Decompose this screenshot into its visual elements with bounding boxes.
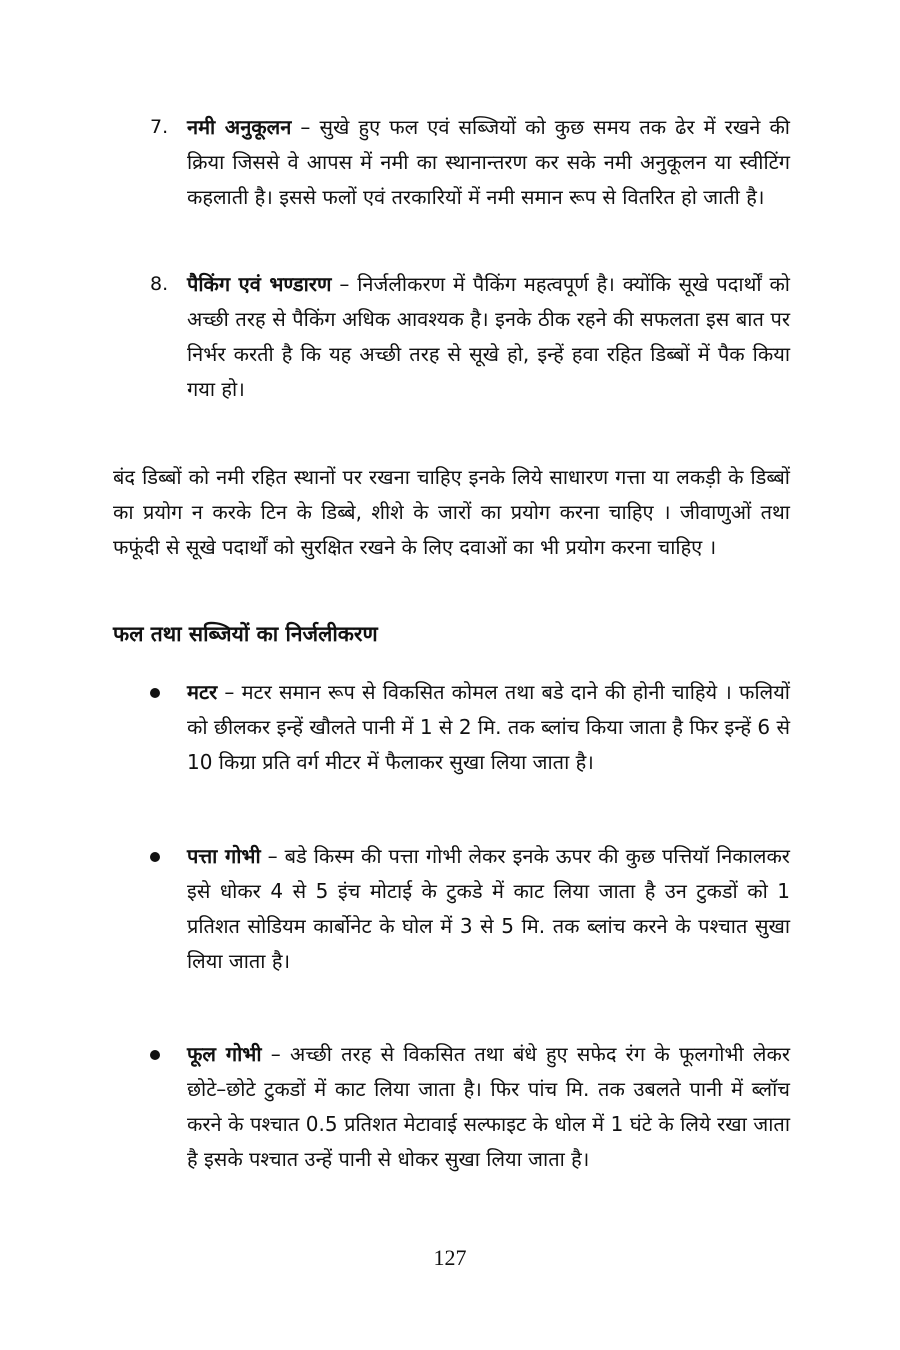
numbered-item-7 [150, 110, 790, 215]
item-text [187, 110, 790, 215]
item-term: नमी अनुकूलन [187, 115, 292, 139]
bullet-icon [150, 852, 160, 862]
bullet-text [187, 675, 790, 780]
item-term: पैकिंग एवं भण्डारण [187, 272, 332, 296]
bullet-item-patta-gobhi [150, 839, 790, 979]
item-text [187, 267, 790, 407]
bullet-term: पत्ता गोभी [187, 844, 261, 868]
bullet-item-phool-gobhi [150, 1037, 790, 1177]
item-number: 7. [150, 116, 169, 138]
bullet-description: – अच्छी तरह से विकसित तथा बंधे हुए सफेद रंग के फूलगोभी लेकर छोटे–छोटे टुकडों में काट लिया जाता है। फिर पांच मि. तक उबलते पानी में ब्लॉच करने के पश्चात 0.5 प्रतिशत मेटावाई सल्फाइट के धोल में 1 घंटे के लिये रखा जाता है इसके पश्चात उन्हें पानी से धोकर सुखा लिया जाता है। [187, 1042, 790, 1171]
numbered-item-8 [150, 267, 790, 407]
page-number: 127 [433, 1245, 467, 1270]
section-heading: फल तथा सब्जियों का निर्जलीकरण [113, 622, 378, 646]
bullet-term: फूल गोभी [187, 1042, 262, 1066]
bullet-item-matar [150, 675, 790, 780]
bullet-icon [150, 688, 160, 698]
bullet-term: मटर [187, 680, 218, 704]
bullet-description: – बडे किस्म की पत्ता गोभी लेकर इनके ऊपर की कुछ पत्तियॉ निकालकर इसे धोकर 4 से 5 इंच मोटाई के टुकडे में काट लिया जाता है उन टुकडों को 1 प्रतिशत सोडियम कार्बोनेट के घोल में 3 से 5 मि. तक ब्लांच करने के पश्चात सुखा लिया जाता है। [187, 844, 790, 973]
bullet-text [187, 1037, 790, 1177]
item-description: – सुखे हुए फल एवं सब्जियों को कुछ समय तक ढेर में रखने की क्रिया जिससे वे आपस में नमी का स्थानान्तरण कर सके नमी अनुकूलन या स्वीटिंग कहलाती है। इससे फलों एवं तरकारियों में नमी समान रूप से वितरित हो जाती है। [187, 115, 790, 209]
bullet-text [187, 839, 790, 979]
item-description: – निर्जलीकरण में पैकिंग महत्वपूर्ण है। क्योंकि सूखे पदार्थों को अच्छी तरह से पैकिंग अधिक आवश्यक है। इनके ठीक रहने की सफलता इस बात पर निर्भर करती है कि यह अच्छी तरह से सूखे हो, इन्हें हवा रहित डिब्बों में पैक किया गया हो। [187, 272, 790, 401]
bullet-icon [150, 1050, 160, 1060]
body-paragraph: बंद डिब्बों को नमी रहित स्थानों पर रखना चाहिए इनके लिये साधारण गत्ता या लकड़ी के डिब्बों का प्रयोग न करके टिन के डिब्बे, शीशे के जारों का प्रयोग करना चाहिए । जीवाणुओं तथा फफूंदी से सूखे पदार्थों को सुरक्षित रखने के लिए दवाओं का भी प्रयोग करना चाहिए । [113, 465, 790, 559]
item-number: 8. [150, 273, 169, 295]
bullet-description: – मटर समान रूप से विकसित कोमल तथा बडे दाने की होनी चाहिये । फलियों को छीलकर इन्हें खौलते पानी में 1 से 2 मि. तक ब्लांच किया जाता है फिर इन्हें 6 से 10 किग्रा प्रति वर्ग मीटर में फैलाकर सुखा लिया जाता है। [187, 680, 790, 774]
